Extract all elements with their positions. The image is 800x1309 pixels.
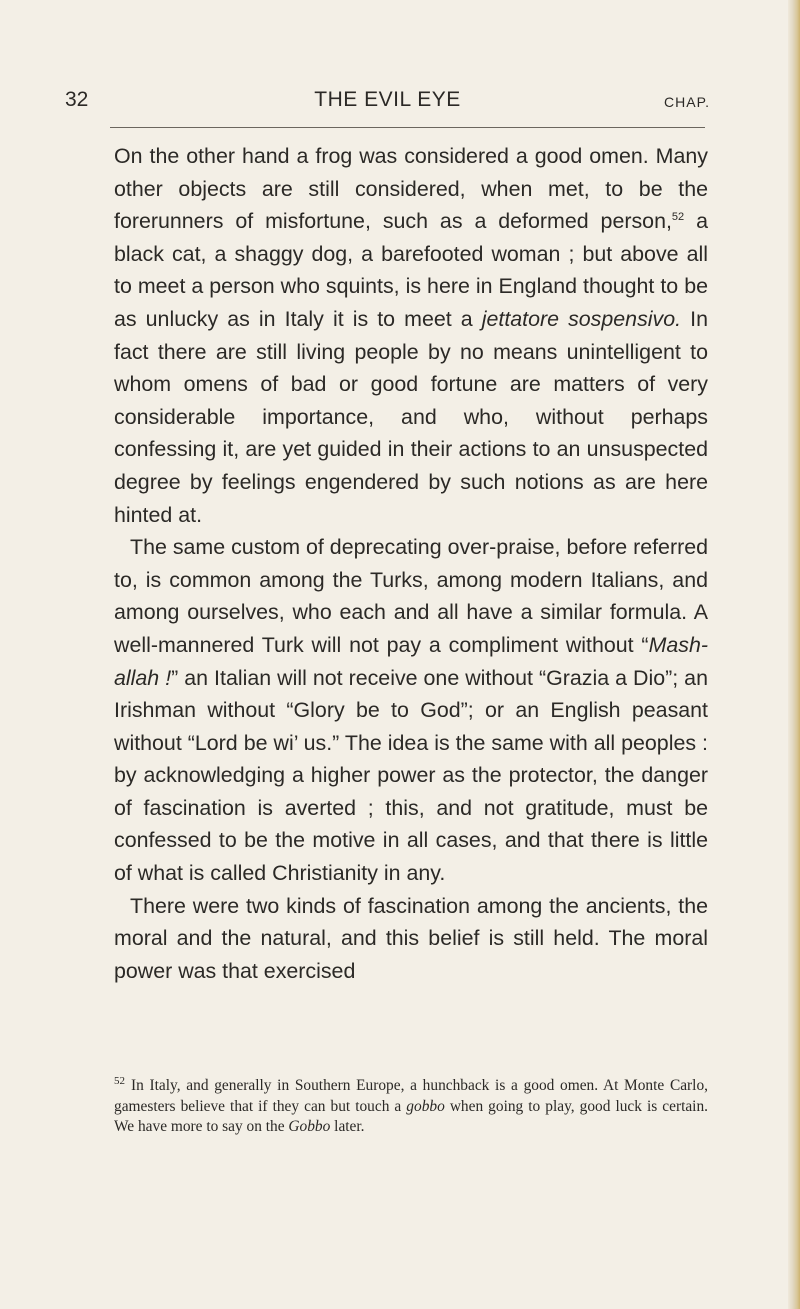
paragraph-1: On the other hand a frog was considered a good omen. Many other objects are still considered, when met, to be the forerunners of misfortune, such as a deformed person,$^{52}$ a black cat, a shaggy dog, a barefooted woman ; but above all to meet a person who squints, is here in England thought to be as unlucky as in Italy it is to meet a jettatore sospensivo. In fact there are still living people by no means unintelligent to whom omens of bad or good fortune are matters of very considerable importance, and who, without perhaps confessing it, are yet guided in their actions to an unsuspected degree by feelings engendered by such notions as are here hinted at.: [114, 144, 708, 527]
header-rule: [110, 127, 705, 128]
footnote-reference[interactable]: 52: [671, 211, 685, 224]
italic-term: Mash-allah !: [114, 632, 708, 690]
chapter-mark: CHAP.: [664, 94, 710, 110]
paragraph-2: The same custom of deprecating over-praise, before referred to, is common among the Turks, among modern Italians, and among ourselves, who each and all have a similar formula. A well-mannered Turk will not pay a compliment without “Mash-allah !” an Italian will not receive one without “Grazia a Dio”; an Irishman without “Glory be to God”; or an English peasant without “Lord be wi’ us.” The idea is the same with all peoples : by acknowledging a higher power as the protector, the danger of fascination is averted ; this, and not gratitude, must be confessed to be the motive in all cases, and that there is little of what is called Christianity in any.: [114, 535, 708, 886]
page-number: 32: [65, 88, 89, 111]
footnote: $^{52}$ In Italy, and generally in Southern Europe, a hunchback is a good omen. At Monte Carlo, gamesters believe that if they can but touch a gobbo when going to play, good luck is certain. We have more to say on the Gobbo later.: [114, 1074, 709, 1135]
paragraph-3: There were two kinds of fascination among the ancients, the moral and the natural, and this belief is still held. The moral power was that exercised: [114, 893, 708, 983]
footnote-number: 52: [114, 1074, 125, 1087]
running-head: [65, 88, 710, 122]
running-title: THE EVIL EYE: [314, 88, 461, 111]
page-edge: [788, 0, 800, 1309]
body-text: [114, 140, 708, 987]
italic-term: gobbo: [406, 1097, 445, 1115]
italic-term: jettatore sospensivo.: [481, 306, 682, 331]
italic-term: Gobbo: [288, 1118, 331, 1135]
